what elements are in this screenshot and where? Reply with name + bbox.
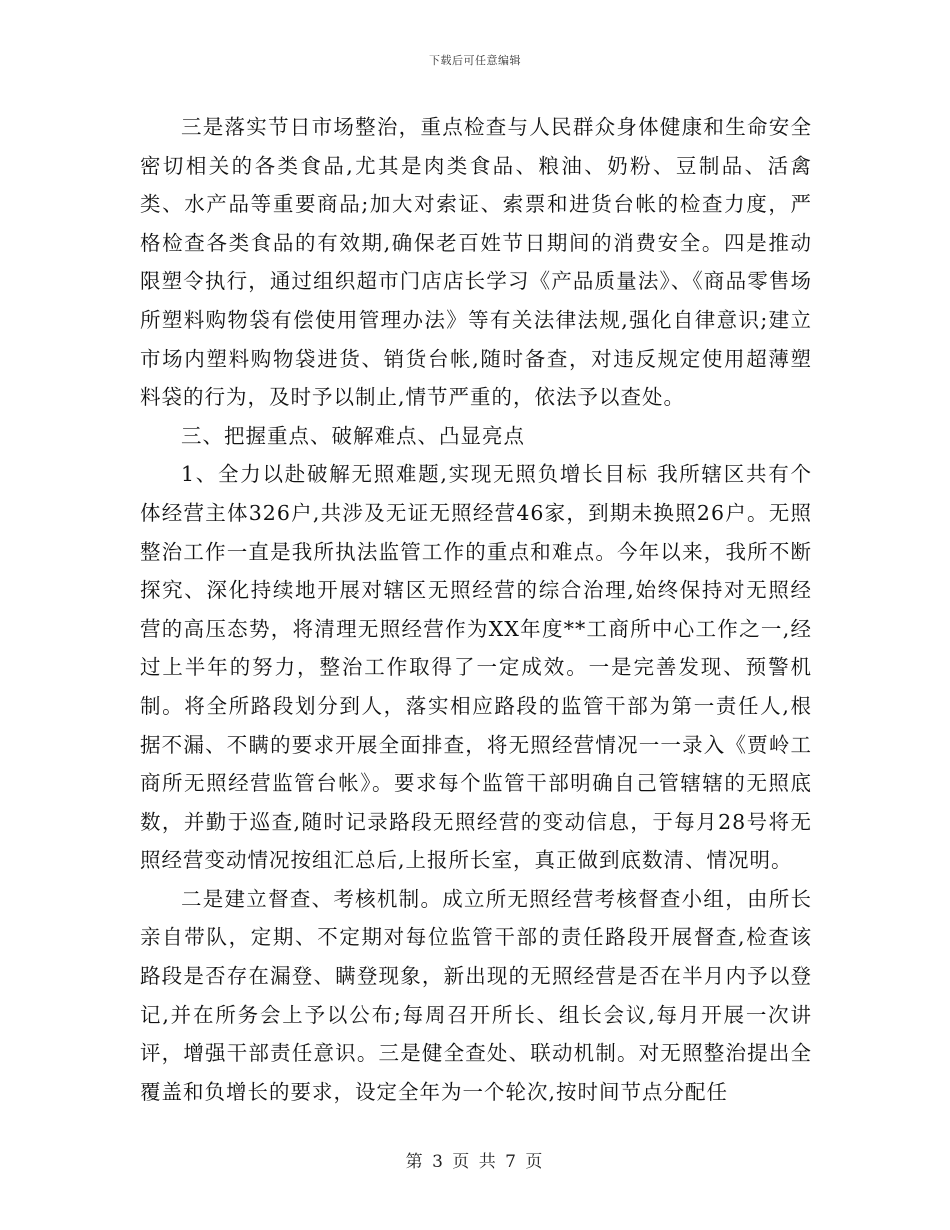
page-header: 下载后可任意编辑 <box>429 54 521 67</box>
document-body <box>140 108 812 1111</box>
paragraph-supervision-mechanism: 二是建立督查、考核机制。成立所无照经营考核督查小组，由所长亲自带队，定期、不定期对每位监管干部的责任路段开展督查,检查该路段是否存在漏登、瞒登现象，新出现的无照经营是否在半月内予以登记,并在所务会上予以公布;每周召开所长、组长会议,每月开展一次讲评，增强干部责任意识。三是健全查处、联动机制。对无照整治提出全覆盖和负增长的要求，设定全年为一个轮次,按时间节点分配任 <box>140 886 812 1104</box>
paragraph-market-rectification: 三是落实节日市场整治，重点检查与人民群众身体健康和生命安全密切相关的各类食品,尤其是肉类食品、粮油、奶粉、豆制品、活禽类、水产品等重要商品;加大对索证、索票和进货台帐的检查力度，严格检查各类食品的有效期,确保老百姓节日期间的消费安全。四是推动限塑令执行，通过组织超市门店店长学习《产品质量法》、《商品零售场所塑料购物袋有偿使用管理办法》等有关法律法规,强化自律意识;建立市场内塑料购物袋进货、销货台帐,随时备查，对违反规定使用超薄塑料袋的行为，及时予以制止,情节严重的，依法予以查处。 <box>140 115 812 410</box>
page-number: 第 3 页 共 7 页 <box>405 1152 545 1172</box>
paragraph-unlicensed-business: 1、全力以赴破解无照难题,实现无照负增长目标 我所辖区共有个体经营主体326户,共涉及无证无照经营46家，到期未换照26户。无照整治工作一直是我所执法监管工作的重点和难点。今年以来，我所不断探究、深化持续地开展对辖区无照经营的综合治理,始终保持对无照经营的高压态势，将清理无照经营作为XX年度**工商所中心工作之一,经过上半年的努力，整治工作取得了一定成效。一是完善发现、预警机制。将全所路段划分到人，落实相应路段的监管干部为第一责任人,根据不漏、不瞒的要求开展全面排查，将无照经营情况一一录入《贾岭工商所无照经营监管台帐》。要求每个监管干部明确自己管辖辖的无照底数，并勤于巡查,随时记录路段无照经营的变动信息，于每月28号将无照经营变动情况按组汇总后,上报所长室，真正做到底数清、情况明。 <box>140 462 812 873</box>
section-heading: 三、把握重点、破解难点、凸显亮点 <box>181 423 525 448</box>
